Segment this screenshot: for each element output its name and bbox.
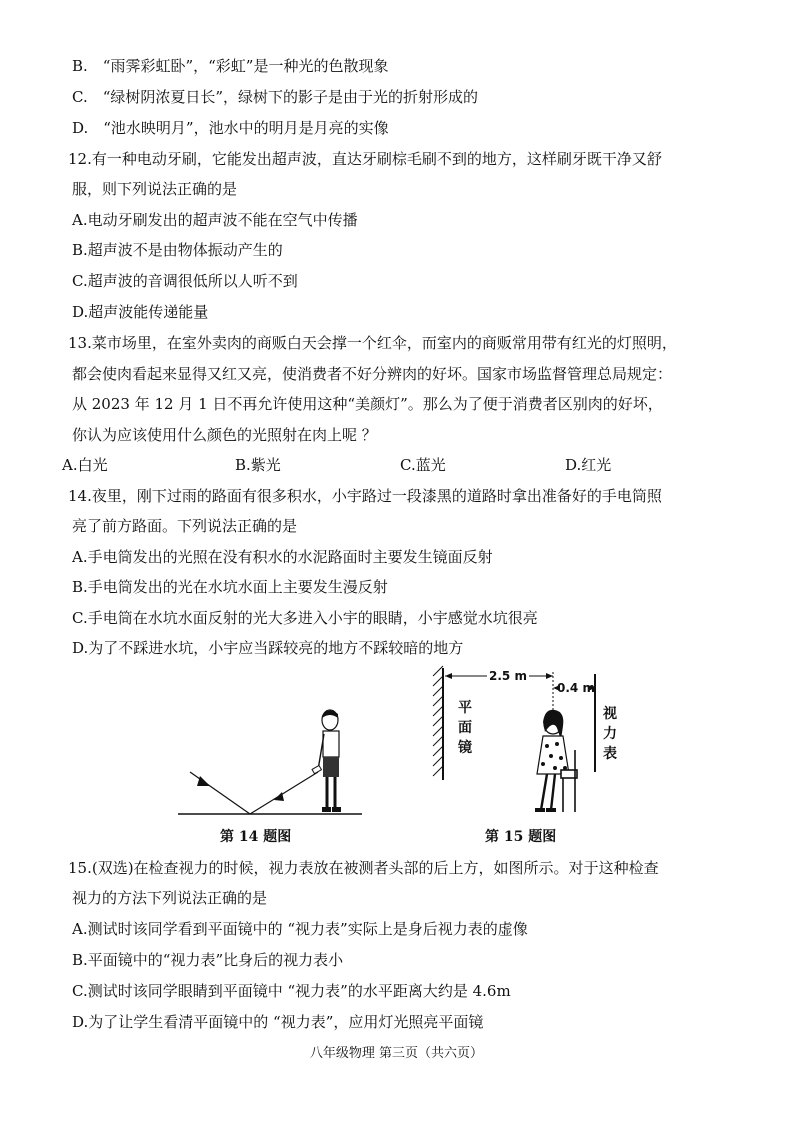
- q11-option-c: C. “绿树阴浓夏日长”，绿树下的影子是由于光的折射形成的: [72, 88, 479, 106]
- q12-option-d: D.超声波能传递能量: [72, 303, 209, 321]
- q13-stem-line1: 13.菜市场里，在室外卖肉的商贩白天会撑一个红伞，而室内的商贩常用带有红光的灯照明，: [68, 334, 677, 352]
- q13-stem-line3: 从 2023 年 12 月 1 日不再允许使用这种“美颜灯”。那么为了便于消费者区别肉的好坏，: [72, 395, 663, 413]
- q13-stem-line2: 都会使肉看起来显得又红又亮，使消费者不好分辨肉的好坏。国家市场监督管理总局规定：: [72, 365, 673, 383]
- q14-option-c: C.手电筒在水坑水面反射的光大多进入小宇的眼睛，小宇感觉水坑很亮: [72, 609, 538, 627]
- q13-option-d: D.红光: [565, 456, 612, 474]
- chart-label-char-1: 视: [603, 706, 617, 722]
- q15-stem-line1: 15.(双选)在检查视力的时候，视力表放在被测者头部的后上方，如图所示。对于这种检查: [68, 859, 659, 877]
- figure-14-illustration: [170, 700, 370, 822]
- q14-stem-line1: 14.夜里，刚下过雨的路面有很多积水，小宇路过一段漆黑的道路时拿出准备好的手电筒照: [68, 487, 662, 505]
- q14-stem-line2: 亮了前方路面。下列说法正确的是: [72, 517, 298, 535]
- figure-15-caption: 第 15 题图: [485, 829, 557, 845]
- q15-stem-line2: 视力的方法下列说法正确的是: [72, 889, 268, 907]
- q13-stem-line4: 你认为应该使用什么颜色的光照射在肉上呢 ？: [72, 426, 377, 444]
- seated-girl-figure: [535, 710, 569, 812]
- q14-option-d: D.为了不踩进水坑，小宇应当踩较亮的地方不踩较暗的地方: [72, 639, 464, 657]
- q15-option-d: D.为了让学生看清平面镜中的 “视力表”，应用灯光照亮平面镜: [72, 1013, 484, 1031]
- reflected-ray: [190, 772, 250, 814]
- boy-figure: [318, 710, 341, 812]
- q12-option-a: A.电动牙刷发出的超声波不能在空气中传播: [72, 211, 358, 229]
- q15-option-b: B.平面镜中的“视力表”比身后的视力表小: [72, 951, 344, 969]
- distance-0-4-label: 0.4 m: [557, 681, 595, 695]
- q13-options-row: [0, 455, 793, 477]
- q11-option-b: B. “雨霁彩虹卧”，“彩虹”是一种光的色散现象: [72, 57, 389, 75]
- flashlight-icon: [312, 765, 321, 773]
- figure-15-illustration: [425, 662, 635, 822]
- mirror-label-char-1: 平: [458, 700, 472, 716]
- q12-stem-line1: 12.有一种电动牙刷，它能发出超声波，直达牙刷棕毛刷不到的地方，这样刷牙既干净又舒: [68, 150, 662, 168]
- q15-option-a: A.测试时该同学看到平面镜中的 “视力表”实际上是身后视力表的虚像: [72, 920, 528, 938]
- q11-option-d: D. “池水映明月”，池水中的明月是月亮的实像: [72, 119, 389, 137]
- q14-option-a: A.手电筒发出的光照在没有积水的水泥路面时主要发生镜面反射: [72, 548, 493, 566]
- q12-option-b: B.超声波不是由物体振动产生的: [72, 241, 283, 259]
- page-footer: 八年级物理 第三页（共六页）: [309, 1046, 484, 1061]
- figure-14-caption: 第 14 题图: [220, 829, 292, 845]
- mirror-label-char-3: 镜: [458, 740, 472, 756]
- q12-option-c: C.超声波的音调很低所以人听不到: [72, 272, 298, 290]
- reflected-ray-arrow: [197, 776, 210, 786]
- incident-ray: [250, 772, 318, 814]
- q13-option-a: A.白光: [62, 456, 108, 474]
- chart-label-char-3: 表: [603, 746, 617, 762]
- q13-option-c: C.蓝光: [400, 456, 446, 474]
- mirror-label-char-2: 面: [458, 720, 472, 736]
- q13-option-b: B.紫光: [235, 456, 281, 474]
- chart-label-char-2: 力: [603, 726, 617, 742]
- q14-option-b: B.手电筒发出的光在水坑水面上主要发生漫反射: [72, 578, 388, 596]
- q12-stem-line2: 服，则下列说法正确的是: [72, 180, 238, 198]
- mirror-hatching: [433, 666, 443, 776]
- q15-option-c: C.测试时该同学眼睛到平面镜中 “视力表”的水平距离大约是 4.6m: [72, 982, 511, 1000]
- distance-2-5-label: 2.5 m: [489, 669, 527, 683]
